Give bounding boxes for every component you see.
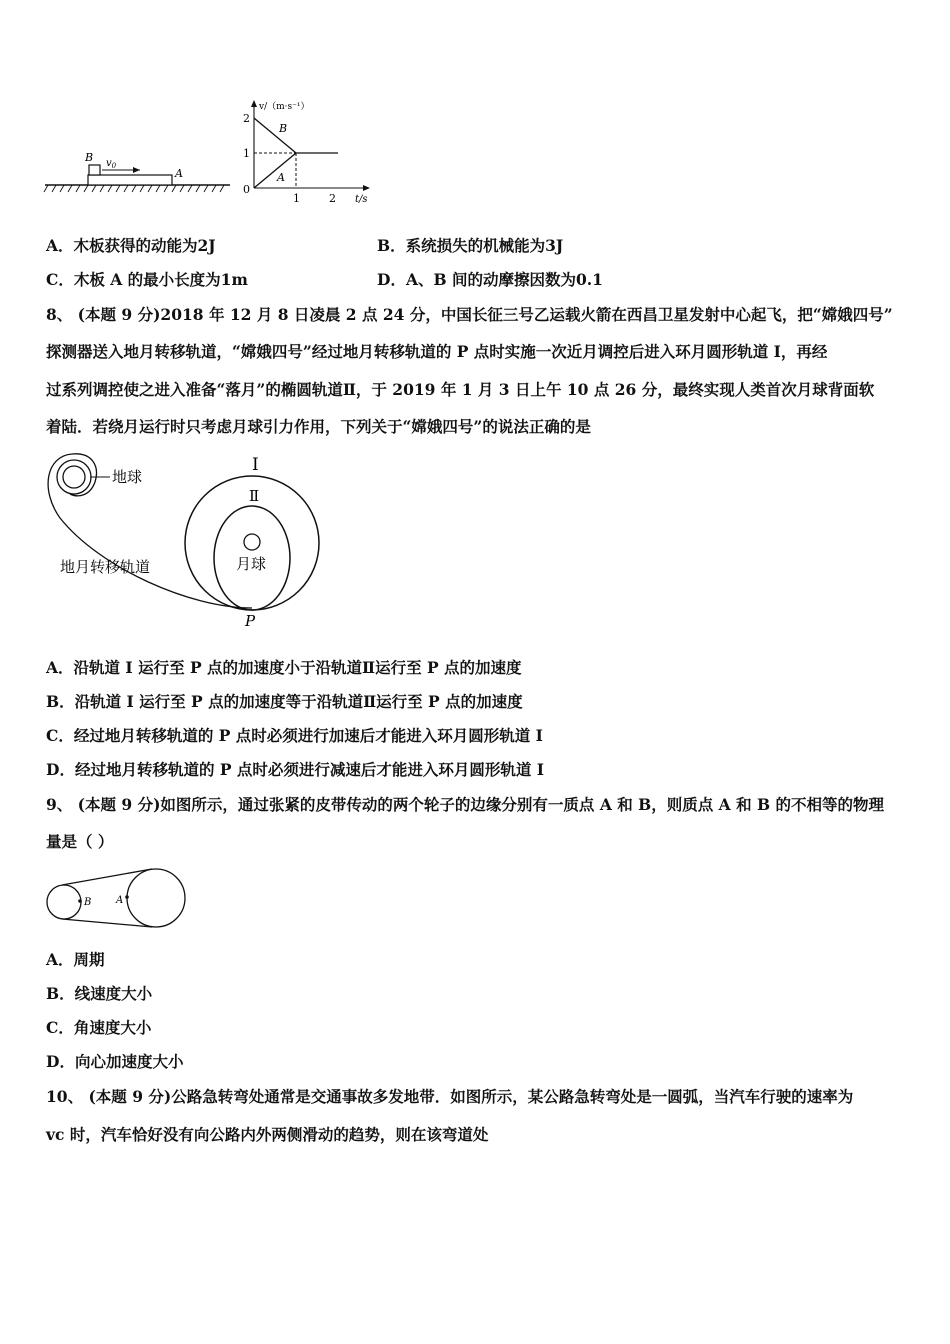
q7-option-d: D．A、B 间的动摩擦因数为0.1 — [377, 270, 603, 289]
y-axis-label: v/（m·s⁻¹） — [259, 102, 310, 112]
y-tick-1: 1 — [243, 147, 250, 160]
moon — [244, 534, 260, 550]
q9-stem-line-2: 量是（ ） — [46, 832, 114, 851]
q8-option-b: B．沿轨道 I 运行至 P 点的加速度等于沿轨道Ⅱ运行至 P 点的加速度 — [46, 692, 523, 711]
q8-stem-line-1: 8、 (本题 9 分)2018 年 12 月 8 日凌晨 2 点 24 分，中国长征三号乙运载火箭在西昌卫星发射中心起飞，把“嫦娥四号” — [46, 305, 893, 324]
q8-option-a: A．沿轨道 I 运行至 P 点的加速度小于沿轨道Ⅱ运行至 P 点的加速度 — [46, 658, 522, 677]
transfer-orbit — [48, 454, 252, 608]
block-b-label: B — [85, 151, 94, 164]
point-b — [78, 899, 82, 903]
q8-option-c: C．经过地月转移轨道的 P 点时必须进行加速后才能进入环月圆形轨道 I — [46, 726, 543, 745]
earth-inner — [63, 466, 85, 488]
v0-label: $v_0$ — [106, 158, 117, 170]
point-b-label: B — [84, 897, 92, 908]
x-axis-label: t/s — [355, 194, 368, 205]
block-b — [89, 165, 100, 175]
q8-stem-line-2: 探测器送入地月转移轨道，“嫦娥四号”经过地月转移轨道的 P 点时实施一次近月调控后进入环月圆形轨道 I，再经 — [46, 342, 828, 361]
earth-label: 地球 — [112, 468, 143, 486]
q7-board-figure — [40, 145, 240, 200]
line-b — [254, 118, 296, 153]
q10-stem-line-1: 10、 (本题 9 分)公路急转弯处通常是交通事故多发地带．如图所示，某公路急转弯处是一圆弧，当汽车行驶的速率为 — [46, 1087, 854, 1106]
q8-option-d: D．经过地月转移轨道的 P 点时必须进行减速后才能进入环月圆形轨道 I — [46, 760, 545, 779]
point-a — [125, 895, 129, 899]
transfer-label: 地月转移轨道 — [60, 558, 151, 576]
line-b-label: B — [279, 122, 288, 135]
orbit-1-label: I — [252, 455, 259, 475]
q9-option-a: A．周期 — [46, 950, 105, 969]
q9-belt-figure — [44, 864, 190, 932]
q9-option-c: C．角速度大小 — [46, 1018, 152, 1037]
q8-orbit-figure — [40, 448, 330, 633]
q8-stem-line-4: 着陆．若绕月运行时只考虑月球引力作用，下列关于“嫦娥四号”的说法正确的是 — [46, 417, 591, 436]
board-a-label: A — [175, 167, 183, 180]
q9-stem-line-1: 9、 (本题 9 分)如图所示，通过张紧的皮带传动的两个轮子的边缘分别有一质点 A 和 B，则质点 A 和 B 的不相等的物理 — [46, 795, 884, 814]
point-a-label: A — [116, 895, 124, 906]
x-tick-2: 2 — [329, 192, 336, 205]
y-tick-0: 0 — [243, 183, 250, 196]
belt-top — [62, 869, 152, 885]
belt-bottom — [62, 919, 152, 927]
large-wheel — [127, 869, 185, 927]
y-tick-2: 2 — [243, 112, 250, 125]
q7-option-a: A．木板获得的动能为2J — [46, 236, 216, 255]
line-a — [254, 153, 296, 188]
earth-outer — [57, 460, 91, 494]
x-tick-1: 1 — [293, 192, 300, 205]
q10-stem-line-2: vc 时，汽车恰好没有向公路内外两侧滑动的趋势，则在该弯道处 — [46, 1125, 489, 1144]
orbit-2-label: Ⅱ — [249, 487, 260, 505]
board-a — [88, 175, 172, 185]
moon-label: 月球 — [236, 555, 267, 573]
small-wheel — [47, 885, 81, 919]
q7-option-b: B．系统损失的机械能为3J — [377, 236, 564, 255]
q9-option-d: D．向心加速度大小 — [46, 1052, 184, 1071]
q7-vt-graph — [238, 96, 378, 208]
q7-option-c: C．木板 A 的最小长度为1m — [46, 270, 248, 289]
q8-stem-line-3: 过系列调控使之进入准备“落月”的椭圆轨道Ⅱ，于 2019 年 1 月 3 日上午 10 点 26 分，最终实现人类首次月球背面软 — [46, 380, 875, 399]
q9-option-b: B．线速度大小 — [46, 984, 153, 1003]
line-a-label: A — [277, 171, 285, 184]
point-p-label: P — [245, 612, 256, 630]
